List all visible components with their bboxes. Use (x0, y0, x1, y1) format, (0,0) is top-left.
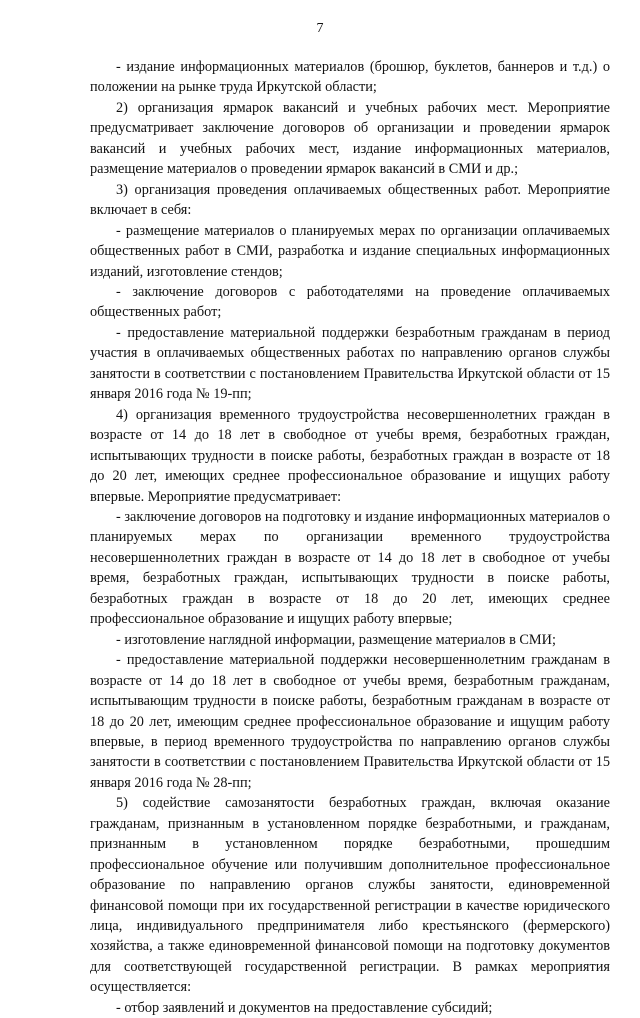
paragraph: - размещение материалов о планируемых мерах по организации оплачиваемых общественных работ в СМИ, разработка и издание специальных информационных изданий, изготовление стендов; (90, 222, 610, 280)
paragraph: 2) организация ярмарок вакансий и учебных рабочих мест. Мероприятие предусматривает заключение договоров об организации и проведении ярмарок вакансий и учебных рабочих мест, издание информационных материалов, размещение материалов о проведении ярмарок вакансий в СМИ и др.; (90, 99, 610, 178)
page-number: 7 (316, 21, 324, 36)
paragraph: - отбор заявлений и документов на предоставление субсидий; (116, 999, 493, 1016)
paragraph: - заключение договоров на подготовку и издание информационных материалов о планируемых мерах по организации временного трудоустройства несовершеннолетних граждан в возрасте от 14 до 18 лет в свободное от учебы время, безработных граждан, испытывающих трудности в поиске работы, безработных граждан в возрасте от 18 до 20 лет, имеющих среднее профессиональное образование и ищущих работу впервые; (90, 508, 610, 628)
paragraph: - предоставление материальной поддержки несовершеннолетним гражданам в возрасте от 14 до 18 лет в свободное от учебы время, безработным гражданам, испытывающим трудности в поиске работы, безработным гражданам в возрасте от 18 до 20 лет, имеющим среднее профессиональное образование и ищущим работу впервые, в период временного трудоустройства по направлению органов службы занятости в соответствии с постановлением Правительства Иркутской области от 15 января 2016 года № 28-пп; (90, 652, 610, 791)
paragraph: - издание информационных материалов (брошюр, буклетов, баннеров и т.д.) о положении на рынке труда Иркутской области; (90, 59, 610, 96)
paragraph: 4) организация временного трудоустройства несовершеннолетних граждан в возрасте от 14 до 18 лет в свободное от учебы время, безработных граждан, испытывающих трудности в поиске работы, безработных граждан в возрасте от 18 до 20 лет, имеющих среднее профессиональное образование и ищущих работу впервые. Мероприятие предусматривает: (90, 406, 610, 505)
paragraph: - заключение договоров с работодателями на проведение оплачиваемых общественных работ; (90, 283, 610, 321)
paragraph: - изготовление наглядной информации, размещение материалов в СМИ; (116, 631, 556, 648)
paragraph: - предоставление материальной поддержки безработным гражданам в период участия в оплачиваемых общественных работах по направлению органов службы занятости в соответствии с постановлением Правительства Иркутской области от 15 января 2016 года № 19-пп; (90, 324, 610, 403)
paragraph: 3) организация проведения оплачиваемых общественных работ. Мероприятие включает в себя: (90, 181, 610, 219)
body-text (90, 57, 610, 1018)
paragraph: 5) содействие самозанятости безработных граждан, включая оказание гражданам, признанным в установленном порядке безработными, и гражданам, признанным в установленном порядке безработными, прошедшим профессиональное обучение или получившим дополнительное профессиональное образование по направлению органов службы занятости, единовременной финансовой помощи при их государственной регистрации в качестве юридического лица, индивидуального предпринимателя либо крестьянского (фермерского) хозяйства, а также единовременной финансовой помощи на подготовку документов для соответствующей государственной регистрации. В рамках мероприятия осуществляется: (90, 795, 610, 996)
